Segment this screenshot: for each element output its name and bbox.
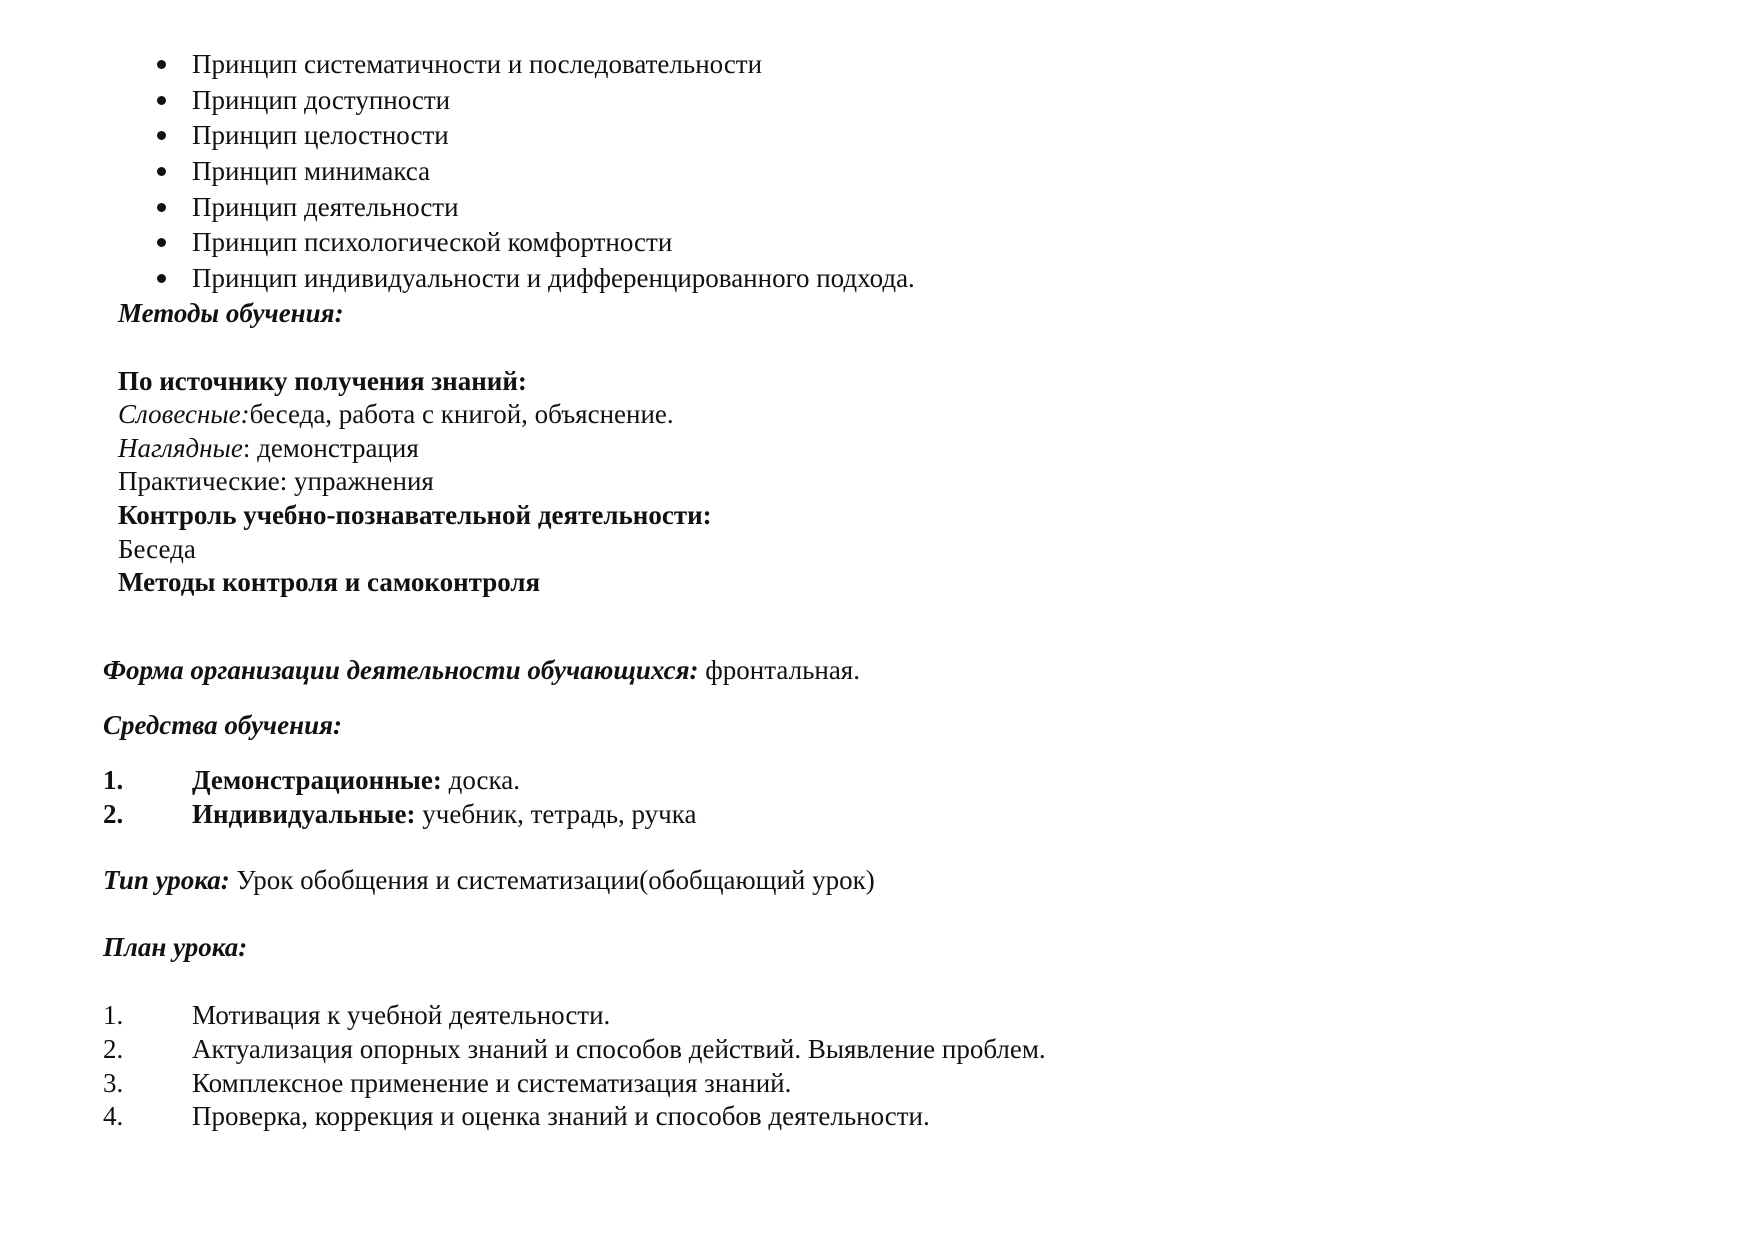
verbal-methods bbox=[118, 397, 674, 431]
bullet-icon bbox=[157, 238, 166, 247]
by-source-heading: По источнику получения знаний: bbox=[118, 366, 527, 396]
bullet-icon bbox=[157, 203, 166, 212]
list-item: Принцип психологической комфортности bbox=[192, 227, 673, 257]
means-item-number: 1. bbox=[103, 765, 124, 795]
bullet-icon bbox=[157, 274, 166, 283]
plan-item-number: 2. bbox=[103, 1034, 124, 1064]
list-item: Принцип доступности bbox=[192, 85, 451, 115]
means-item-number: 2. bbox=[103, 799, 124, 829]
visual-methods bbox=[118, 431, 419, 465]
plan-heading: План урока: bbox=[103, 932, 248, 962]
means-item bbox=[192, 797, 696, 831]
means-item-value: доска. bbox=[441, 765, 520, 795]
bullet-icon bbox=[157, 167, 166, 176]
plan-item-number: 4. bbox=[103, 1101, 124, 1131]
plan-item-number: 1. bbox=[103, 1000, 124, 1030]
means-item-value: учебник, тетрадь, ручка bbox=[415, 799, 697, 829]
organization-form bbox=[103, 653, 860, 687]
plan-item: Комплексное применение и систематизация знаний. bbox=[192, 1068, 792, 1098]
self-control-heading: Методы контроля и самоконтроля bbox=[118, 567, 541, 597]
bullet-icon bbox=[157, 96, 166, 105]
organization-value: фронтальная. bbox=[698, 655, 860, 685]
list-item: Принцип систематичности и последовательности bbox=[192, 49, 763, 79]
verbal-label: Словесные: bbox=[118, 399, 250, 429]
list-item: Принцип деятельности bbox=[192, 192, 459, 222]
visual-text: : демонстрация bbox=[242, 433, 419, 463]
control-heading: Контроль учебно-познавательной деятельности: bbox=[118, 500, 712, 530]
lesson-type bbox=[103, 863, 875, 897]
means-item bbox=[192, 763, 520, 797]
methods-heading: Методы обучения: bbox=[118, 298, 344, 328]
list-item: Принцип минимакса bbox=[192, 156, 431, 186]
practical-methods: Практические: упражнения bbox=[118, 466, 434, 496]
list-item: Принцип индивидуальности и дифференцированного подхода. bbox=[192, 263, 915, 293]
control-text: Беседа bbox=[118, 534, 196, 564]
means-heading: Средства обучения: bbox=[103, 710, 342, 740]
organization-label: Форма организации деятельности обучающихся: bbox=[103, 655, 699, 685]
bullet-icon bbox=[157, 60, 166, 69]
plan-item: Актуализация опорных знаний и способов действий. Выявление проблем. bbox=[192, 1034, 1046, 1064]
plan-item-number: 3. bbox=[103, 1068, 124, 1098]
means-item-label: Демонстрационные: bbox=[192, 765, 442, 795]
means-item-label: Индивидуальные: bbox=[192, 799, 416, 829]
lesson-type-label: Тип урока: bbox=[103, 865, 230, 895]
plan-item: Мотивация к учебной деятельности. bbox=[192, 1000, 611, 1030]
verbal-text: беседа, работа с книгой, объяснение. bbox=[249, 399, 674, 429]
plan-item: Проверка, коррекция и оценка знаний и способов деятельности. bbox=[192, 1101, 930, 1131]
list-item: Принцип целостности bbox=[192, 120, 449, 150]
lesson-type-value: Урок обобщения и систематизации(обобщающий урок) bbox=[229, 865, 875, 895]
visual-label: Наглядные bbox=[118, 433, 243, 463]
bullet-icon bbox=[157, 131, 166, 140]
